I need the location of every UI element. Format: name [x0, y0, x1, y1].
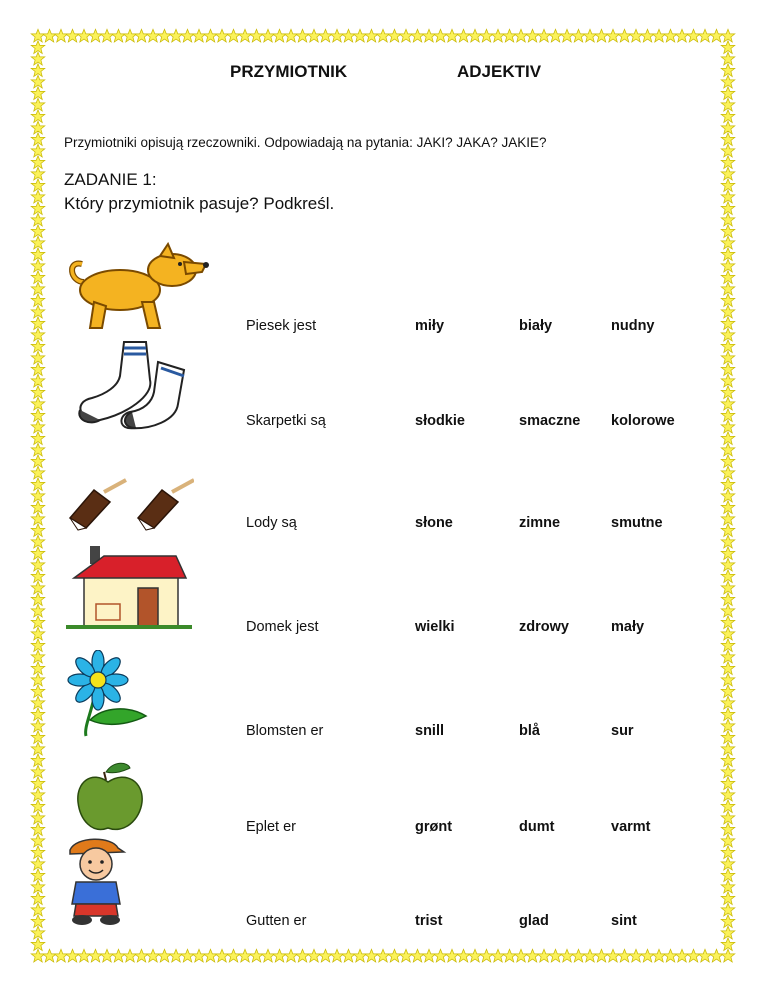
adjective-option[interactable]: wielki: [415, 619, 455, 635]
adjective-option[interactable]: kolorowe: [611, 413, 675, 429]
task-block: [64, 168, 334, 216]
task-heading: ZADANIE 1:: [64, 170, 157, 189]
title-polish: PRZYMIOTNIK: [230, 62, 348, 81]
ice-cream-icon: [64, 478, 194, 534]
adjective-option[interactable]: sur: [611, 723, 634, 739]
adjective-option[interactable]: varmt: [611, 819, 651, 835]
adjective-option[interactable]: zimne: [519, 515, 561, 531]
adjective-option[interactable]: grønt: [415, 819, 453, 835]
adjective-option[interactable]: smaczne: [519, 413, 581, 429]
adjective-option[interactable]: smutne: [611, 515, 663, 531]
apple-icon: [74, 758, 146, 834]
adjective-option[interactable]: nudny: [611, 318, 655, 334]
intro-text: Przymiotniki opisują rzeczowniki. Odpowiadają na pytania: JAKI? JAKA? JAKIE?: [64, 135, 547, 150]
adjective-option[interactable]: słone: [415, 515, 453, 531]
dog-icon: [62, 242, 212, 334]
sentence-start: Blomsten er: [246, 723, 324, 739]
house-icon: [64, 546, 194, 634]
sentence-start: Eplet er: [246, 819, 296, 835]
adjective-option[interactable]: słodkie: [415, 413, 465, 429]
adjective-option[interactable]: sint: [611, 913, 637, 929]
adjective-option[interactable]: biały: [519, 318, 553, 334]
boy-icon: [62, 836, 130, 928]
sentence-start: Skarpetki są: [246, 413, 326, 429]
adjective-option[interactable]: dumt: [519, 819, 555, 835]
adjective-option[interactable]: snill: [415, 723, 445, 739]
task-instruction: Który przymiotnik pasuje? Podkreśl.: [64, 194, 335, 213]
flower-icon: [64, 650, 154, 740]
adjective-option[interactable]: blå: [519, 723, 540, 739]
sentence-start: Lody są: [246, 515, 297, 531]
adjective-option[interactable]: glad: [519, 913, 549, 929]
sentence-start: Piesek jest: [246, 318, 317, 334]
adjective-option[interactable]: zdrowy: [519, 619, 569, 635]
adjective-option[interactable]: mały: [611, 619, 645, 635]
sentence-start: Gutten er: [246, 913, 307, 929]
adjective-option[interactable]: trist: [415, 913, 443, 929]
adjective-option[interactable]: miły: [415, 318, 445, 334]
title-norwegian: ADJEKTIV: [457, 62, 542, 81]
socks-icon: [66, 336, 196, 432]
sentence-start: Domek jest: [246, 619, 319, 635]
